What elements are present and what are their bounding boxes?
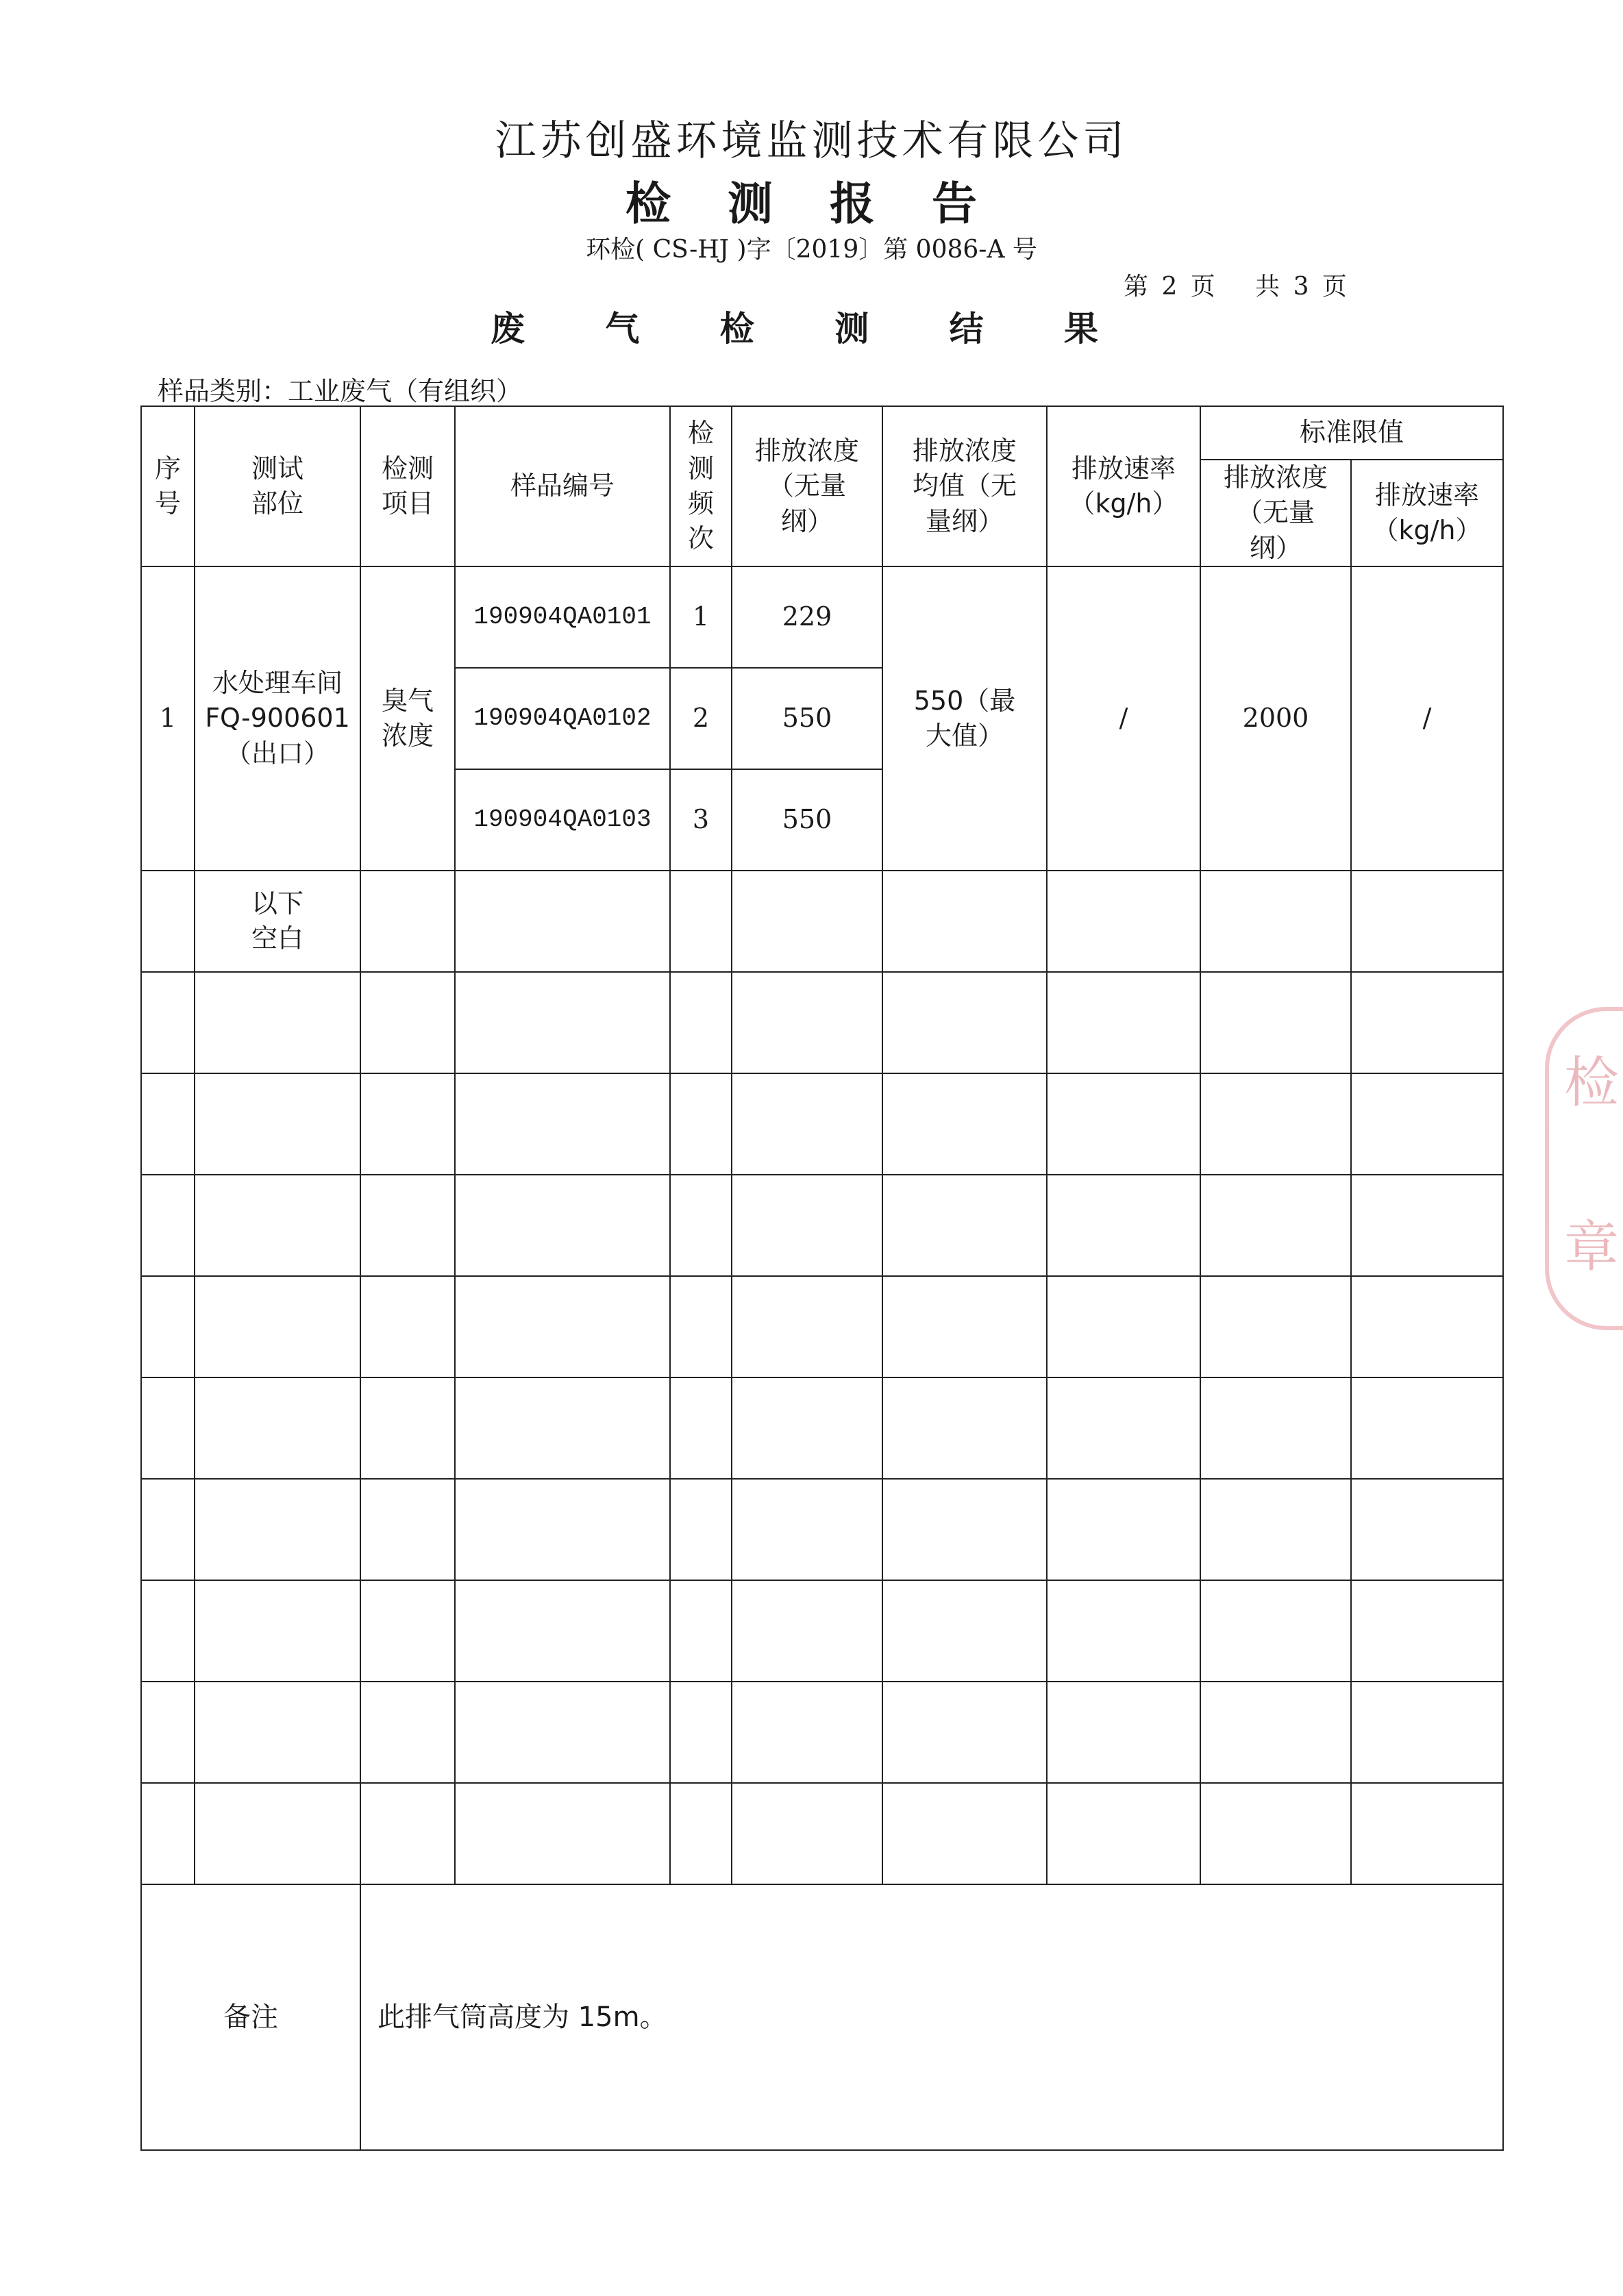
cell-sample-no: 190904QA0102 bbox=[455, 668, 670, 769]
blank-note: 以下空白 bbox=[195, 871, 360, 972]
table-row bbox=[141, 871, 1503, 972]
header-seq: 序号 bbox=[141, 406, 195, 566]
empty-row bbox=[141, 1783, 1503, 1884]
report-title: 检 测 报 告 bbox=[625, 177, 998, 230]
page-info: 第 2 页 共 3 页 bbox=[1124, 273, 1347, 301]
cell-frequency: 1 bbox=[670, 566, 732, 668]
sample-category: 样品类别：工业废气（有组织） bbox=[158, 376, 523, 406]
cell-sample-no: 190904QA0101 bbox=[455, 566, 670, 668]
header-frequency: 检测频次 bbox=[670, 406, 732, 566]
cell-item: 臭气浓度 bbox=[360, 566, 455, 871]
cell-limit-rate: / bbox=[1351, 566, 1503, 871]
header-sample-no: 样品编号 bbox=[455, 406, 670, 566]
header-limit-concentration: 排放浓度（无量纲） bbox=[1200, 460, 1351, 566]
header-item: 检测项目 bbox=[360, 406, 455, 566]
empty-row bbox=[141, 972, 1503, 1073]
header-standard-limit: 标准限值 bbox=[1200, 406, 1503, 460]
report-number: 环检( CS-HJ )字〔2019〕第 0086-A 号 bbox=[586, 236, 1037, 264]
cell-seq: 1 bbox=[141, 566, 195, 871]
cell-location: 水处理车间FQ-900601（出口） bbox=[195, 566, 360, 871]
header-concentration: 排放浓度（无量纲） bbox=[732, 406, 882, 566]
empty-row bbox=[141, 1479, 1503, 1580]
empty-row bbox=[141, 1377, 1503, 1479]
seal-char: 章 bbox=[1564, 1215, 1619, 1279]
cell-rate: / bbox=[1047, 566, 1200, 871]
cell-concentration: 550 bbox=[732, 769, 882, 871]
cell-concentration: 229 bbox=[732, 566, 882, 668]
cell-sample-no: 190904QA0103 bbox=[455, 769, 670, 871]
seal-char: 检 bbox=[1564, 1051, 1619, 1114]
header-location: 测试部位 bbox=[195, 406, 360, 566]
cell-concentration: 550 bbox=[732, 668, 882, 769]
cell-limit-concentration: 2000 bbox=[1200, 566, 1351, 871]
results-table bbox=[140, 405, 1504, 2151]
remark-row bbox=[141, 1884, 1503, 2150]
empty-row bbox=[141, 1276, 1503, 1377]
empty-row bbox=[141, 1682, 1503, 1783]
cell-frequency: 3 bbox=[670, 769, 732, 871]
header-limit-rate: 排放速率（kg/h） bbox=[1351, 460, 1503, 566]
empty-row bbox=[141, 1175, 1503, 1276]
section-title: 废 气 检 测 结 果 bbox=[490, 309, 1133, 349]
table-row bbox=[141, 566, 1503, 668]
company-name: 江苏创盛环境监测技术有限公司 bbox=[495, 117, 1128, 165]
cell-frequency: 2 bbox=[670, 668, 732, 769]
header-average-concentration: 排放浓度均值（无量纲） bbox=[882, 406, 1047, 566]
empty-row bbox=[141, 1073, 1503, 1175]
remark-label: 备注 bbox=[141, 1884, 360, 2150]
remark-text: 此排气筒高度为 15m。 bbox=[360, 1884, 1503, 2150]
empty-row bbox=[141, 1580, 1503, 1682]
seal-stamp bbox=[1545, 1007, 1623, 1330]
cell-average-concentration: 550（最大值） bbox=[882, 566, 1047, 871]
header-rate: 排放速率（kg/h） bbox=[1047, 406, 1200, 566]
